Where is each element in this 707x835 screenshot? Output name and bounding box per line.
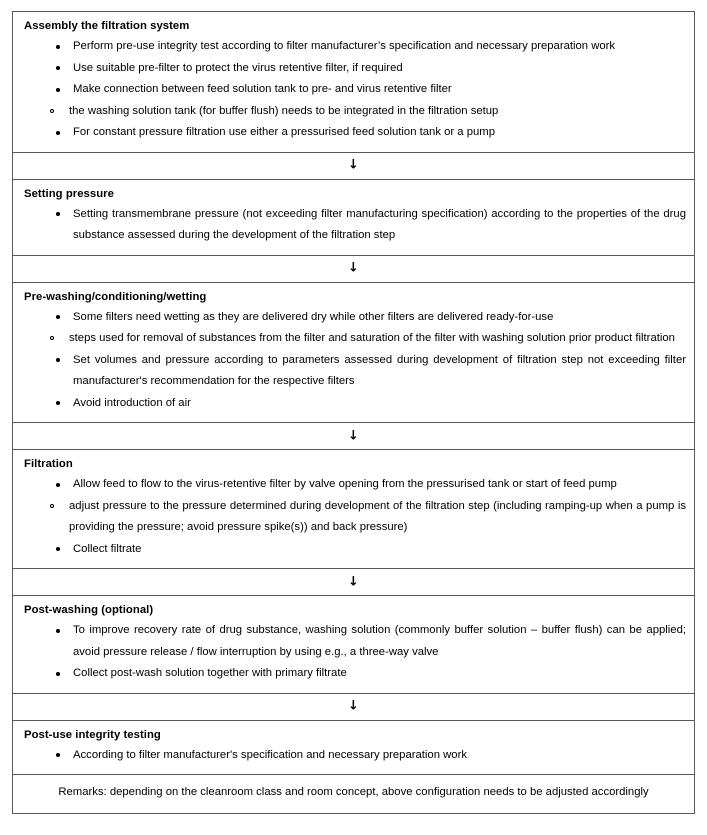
list-item xyxy=(21,745,686,767)
bullet-disc-icon xyxy=(56,45,60,49)
bullet-disc-icon xyxy=(56,401,60,405)
step-sub-bullet-list-assembly xyxy=(21,101,686,123)
step-title-assembly: Assembly the filtration system xyxy=(24,20,190,32)
sub-list-item-text: the washing solution tank (for buffer flush) needs to be integrated in the filtration setup xyxy=(69,104,499,117)
bullet-disc-icon xyxy=(56,547,60,551)
list-item-text: Collect post-wash solution together with primary filtrate xyxy=(73,667,347,679)
bullet-circle-icon xyxy=(50,504,54,508)
list-item-text: Collect filtrate xyxy=(73,542,142,555)
list-item xyxy=(21,328,686,350)
step-bullet-list-filtration xyxy=(21,474,686,560)
bullet-disc-icon xyxy=(56,483,60,487)
bullet-disc-icon xyxy=(56,672,60,676)
list-item xyxy=(21,36,686,58)
bullet-disc-icon xyxy=(56,358,60,362)
arrow-down-icon: ↓ xyxy=(348,260,359,276)
step-box-post-use-integrity xyxy=(13,721,694,776)
bullet-disc-icon xyxy=(56,315,60,319)
list-item-text: For constant pressure filtration use either a pressurised feed solution tank or a pump xyxy=(73,126,495,138)
bullet-disc-icon xyxy=(56,88,60,92)
step-box-post-washing xyxy=(13,596,694,694)
bullet-disc-icon xyxy=(56,131,60,135)
step-box-filtration xyxy=(13,450,694,569)
list-item-text: To improve recovery rate of drug substance, washing solution (commonly buffer solution – buffer flush) can be applied; avoid pressure release / flow interruption by using e.g., a three-way valve xyxy=(73,624,686,658)
list-item xyxy=(21,474,686,496)
sub-list-item xyxy=(21,496,686,539)
step-bullet-list-post-use-integrity xyxy=(21,745,686,767)
list-item-text: Avoid introduction of air xyxy=(73,396,191,409)
list-item xyxy=(21,663,686,685)
bullet-disc-icon xyxy=(56,212,60,216)
step-box-assembly xyxy=(13,12,694,153)
list-item-text: According to filter manufacturer's specification and necessary preparation work xyxy=(73,748,467,761)
bullet-disc-icon xyxy=(56,629,60,633)
bullet-circle-icon xyxy=(50,336,54,340)
list-item-text: Allow feed to flow to the virus-retentive filter by valve opening from the pressurised tank or start of feed pump xyxy=(73,478,617,490)
step-bullet-list-setting-pressure xyxy=(21,204,686,247)
list-item xyxy=(21,350,686,393)
step-bullet-list-post-washing xyxy=(21,620,686,685)
list-item-text: Use suitable pre-filter to protect the virus retentive filter, if required xyxy=(73,61,403,74)
remarks-text: Remarks: depending on the cleanroom class and room concept, above configuration needs to be adjusted accordingly xyxy=(58,786,649,798)
bullet-disc-icon xyxy=(56,753,60,757)
step-bullet-list-pre-washing xyxy=(21,307,686,415)
list-item-text: Some filters need wetting as they are delivered dry while other filters are delivered ready-for-use xyxy=(73,310,554,323)
list-item xyxy=(21,101,686,123)
bullet-disc-icon xyxy=(56,66,60,70)
list-item-text: Make connection between feed solution tank to pre- and virus retentive filter xyxy=(73,83,452,95)
list-item-text: Perform pre-use integrity test according to filter manufacturer’s specification and necessary preparation work xyxy=(73,40,616,52)
flow-arrow-connector-4 xyxy=(13,569,694,596)
sub-list-item xyxy=(21,328,686,350)
flow-arrow-connector-1 xyxy=(13,153,694,180)
step-title-post-use-integrity: Post-use integrity testing xyxy=(24,728,161,741)
step-bullet-list-assembly xyxy=(21,36,686,144)
list-item xyxy=(21,79,686,101)
list-item xyxy=(21,58,686,80)
step-title-pre-washing: Pre-washing/conditioning/wetting xyxy=(24,290,207,303)
step-box-pre-washing xyxy=(13,283,694,424)
sub-list-item xyxy=(21,101,686,123)
list-item xyxy=(21,204,686,247)
remarks-row xyxy=(13,775,694,813)
step-sub-bullet-list-pre-washing xyxy=(21,328,686,350)
arrow-down-icon: ↓ xyxy=(348,428,359,443)
arrow-down-icon: ↓ xyxy=(348,698,359,714)
list-item-text: Set volumes and pressure according to parameters assessed during development of filtration step not exceeding filter manufacturer's recommendation for the respective filters xyxy=(73,353,686,387)
process-flow-diagram xyxy=(12,11,695,814)
list-item xyxy=(21,539,686,561)
step-title-setting-pressure: Setting pressure xyxy=(24,187,114,200)
arrow-down-icon: ↓ xyxy=(348,574,359,589)
flow-arrow-connector-3 xyxy=(13,423,694,450)
step-title-post-washing: Post-washing (optional) xyxy=(24,604,154,616)
list-item xyxy=(21,307,686,329)
step-box-setting-pressure xyxy=(13,180,694,256)
sub-list-item-text: steps used for removal of substances from the filter and saturation of the filter with washing solution prior product filtration xyxy=(69,332,675,344)
flow-arrow-connector-5 xyxy=(13,694,694,721)
step-sub-bullet-list-filtration xyxy=(21,496,686,539)
list-item xyxy=(21,393,686,415)
list-item xyxy=(21,496,686,539)
sub-list-item-text: adjust pressure to the pressure determined during development of the filtration step (including ramping-up when a pump is providing the pressure; avoid pressure spike(s)) and back pressure) xyxy=(69,499,686,533)
list-item xyxy=(21,122,686,144)
list-item xyxy=(21,620,686,663)
step-title-filtration: Filtration xyxy=(24,458,73,470)
bullet-circle-icon xyxy=(50,109,54,113)
arrow-down-icon: ↓ xyxy=(348,157,359,173)
list-item-text: Setting transmembrane pressure (not exceeding filter manufacturing specification) according to the properties of the drug substance assessed during the development of the filtration step xyxy=(73,207,686,241)
flow-arrow-connector-2 xyxy=(13,256,694,283)
